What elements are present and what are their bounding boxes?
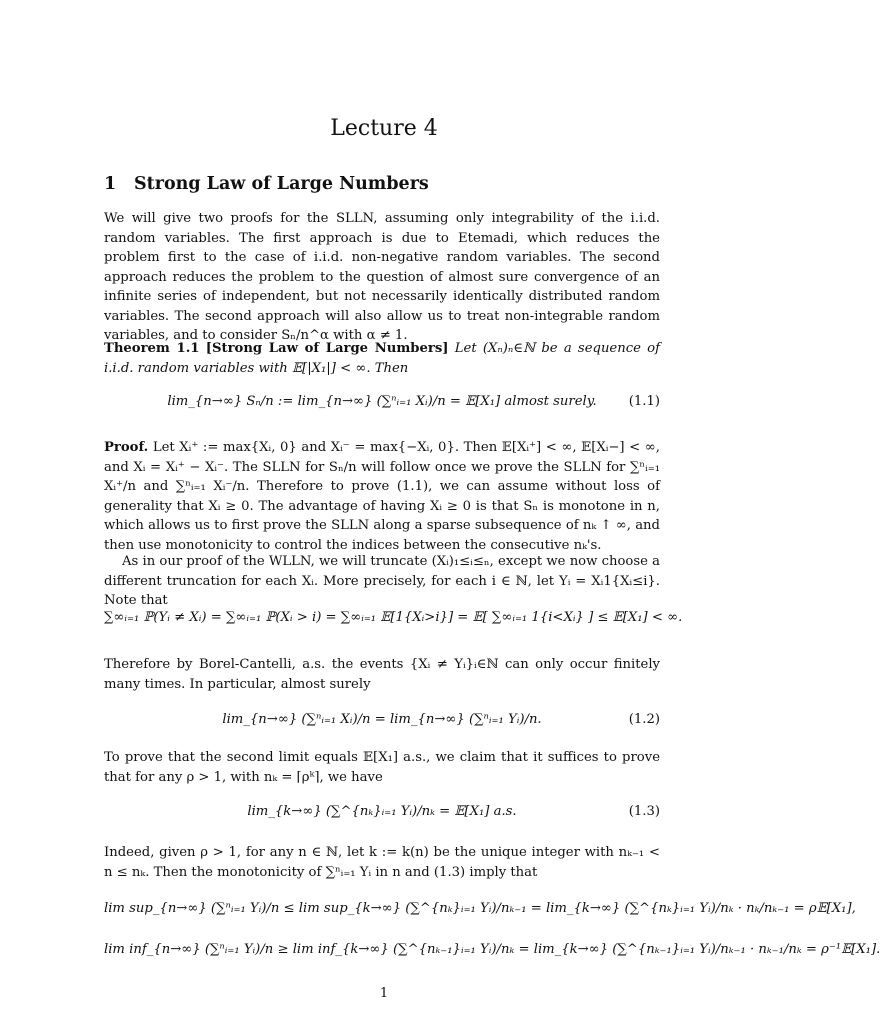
indeed-paragraph: Indeed, given ρ > 1, for any n ∈ ℕ, let k := k(n) be the unique integer with nₖ₋₁ < n ≤ nₖ. Then the monotonicity of ∑ⁿᵢ₌₁ Yᵢ in n and (1.3) imply that [104, 845, 660, 880]
equation-content: lim sup_{n→∞} (∑ⁿᵢ₌₁ Yᵢ)/n ≤ lim sup_{k→∞} (∑^{nₖ}ᵢ₌₁ Yᵢ)/nₖ₋₁ = lim_{k→∞} (∑^{nₖ}ᵢ₌₁ Yᵢ)/nₖ · nₖ/nₖ₋₁ = ρ𝔼[X₁], [104, 901, 856, 916]
borel-cantelli-paragraph: Therefore by Borel-Cantelli, a.s. the events {Xᵢ ≠ Yᵢ}ᵢ∈ℕ can only occur finitely many times. In particular, almost surely [104, 657, 660, 692]
lecture-title: Lecture 4 [330, 116, 438, 141]
section-title: Strong Law of Large Numbers [134, 174, 429, 194]
page-number: 1 [379, 986, 389, 1001]
equation-number: (1.3) [628, 804, 660, 819]
theorem-statement: Let (Xₙ)ₙ∈ℕ be a sequence of i.i.d. random variables with 𝔼[|X₁|] < ∞. Then [104, 341, 660, 376]
wlln-paragraph [104, 552, 660, 611]
equation-content: lim_{k→∞} (∑^{nₖ}ᵢ₌₁ Yᵢ)/nₖ = 𝔼[X₁] a.s. [247, 804, 517, 819]
equation-number: (1.2) [628, 712, 660, 727]
theorem-block [104, 339, 660, 378]
second-limit-paragraph: To prove that the second limit equals 𝔼[X₁] a.s., we claim that it suffices to prove that for any ρ > 1, with nₖ = ⌈ρᵏ⌉, we have [104, 750, 660, 785]
theorem-name: [Strong Law of Large Numbers] [205, 341, 449, 356]
section-number: 1 [104, 174, 117, 194]
proof-text: Let Xᵢ⁺ := max{Xᵢ, 0} and Xᵢ⁻ = max{−Xᵢ, 0}. Then 𝔼[Xᵢ⁺] < ∞, 𝔼[Xᵢ−] < ∞, and Xᵢ = Xᵢ⁺ − Xᵢ⁻. The SLLN for Sₙ/n will follow once we prove the SLLN for ∑ⁿᵢ₌₁ Xᵢ⁺/n and ∑ⁿᵢ₌₁ Xᵢ⁻/n. Therefore to prove (1.1), we can assume without loss of generality that Xᵢ ≥ 0. The advantage of having Xᵢ ≥ 0 is that Sₙ is monotone in n, which allows us to first prove the SLLN along a sparse subsequence of nₖ ↑ ∞, and then use monotonicity to control the indices between the consecutive nₖ's. [104, 440, 660, 553]
equation-number: (1.1) [628, 394, 660, 409]
theorem-label: Theorem 1.1 [104, 341, 200, 356]
equation-content: ∑∞ᵢ₌₁ ℙ(Yᵢ ≠ Xᵢ) = ∑∞ᵢ₌₁ ℙ(Xᵢ > i) = ∑∞ᵢ₌₁ 𝔼[1{Xᵢ>i}] = 𝔼[ ∑∞ᵢ₌₁ 1{i<Xᵢ} ] ≤ 𝔼[X₁] < ∞. [104, 610, 683, 625]
intro-paragraph: We will give two proofs for the SLLN, assuming only integrability of the i.i.d. random variables. The first approach is due to Etemadi, which reduces the problem first to the case of i.i.d. non-negative random variables. The second approach reduces the problem to the question of almost sure convergence of an infinite series of independent, but not necessarily identically distributed random variables. The second approach will also allow us to treat non-integrable random variables, and to consider Sₙ/n^α with α ≠ 1. [104, 211, 660, 343]
equation-content: lim_{n→∞} Sₙ/n := lim_{n→∞} (∑ⁿᵢ₌₁ Xᵢ)/n = 𝔼[X₁] almost surely. [167, 394, 597, 409]
proof-label: Proof. [104, 440, 149, 455]
equation-1-3 [104, 804, 660, 834]
equation-content: lim inf_{n→∞} (∑ⁿᵢ₌₁ Yᵢ)/n ≥ lim inf_{k→∞} (∑^{nₖ₋₁}ᵢ₌₁ Yᵢ)/nₖ = lim_{k→∞} (∑^{nₖ₋₁}ᵢ₌₁ Yᵢ)/nₖ₋₁ · nₖ₋₁/nₖ = ρ⁻¹𝔼[X₁]. [104, 942, 880, 957]
equation-content: lim_{n→∞} (∑ⁿᵢ₌₁ Xᵢ)/n = lim_{n→∞} (∑ⁿᵢ₌₁ Yᵢ)/n. [222, 712, 542, 727]
equation-limsup [104, 901, 856, 931]
equation-1-2 [104, 712, 660, 742]
section-heading [104, 174, 429, 194]
proof-paragraph [104, 438, 660, 555]
equation-liminf [104, 942, 880, 972]
wlln-text: As in our proof of the WLLN, we will truncate (Xᵢ)₁≤ᵢ≤ₙ, except we now choose a different truncation for each Xᵢ. More precisely, for each i ∈ ℕ, let Yᵢ = Xᵢ1{Xᵢ≤i}. Note that [104, 554, 660, 608]
equation-1-1 [104, 394, 660, 424]
equation-sum [104, 610, 683, 640]
